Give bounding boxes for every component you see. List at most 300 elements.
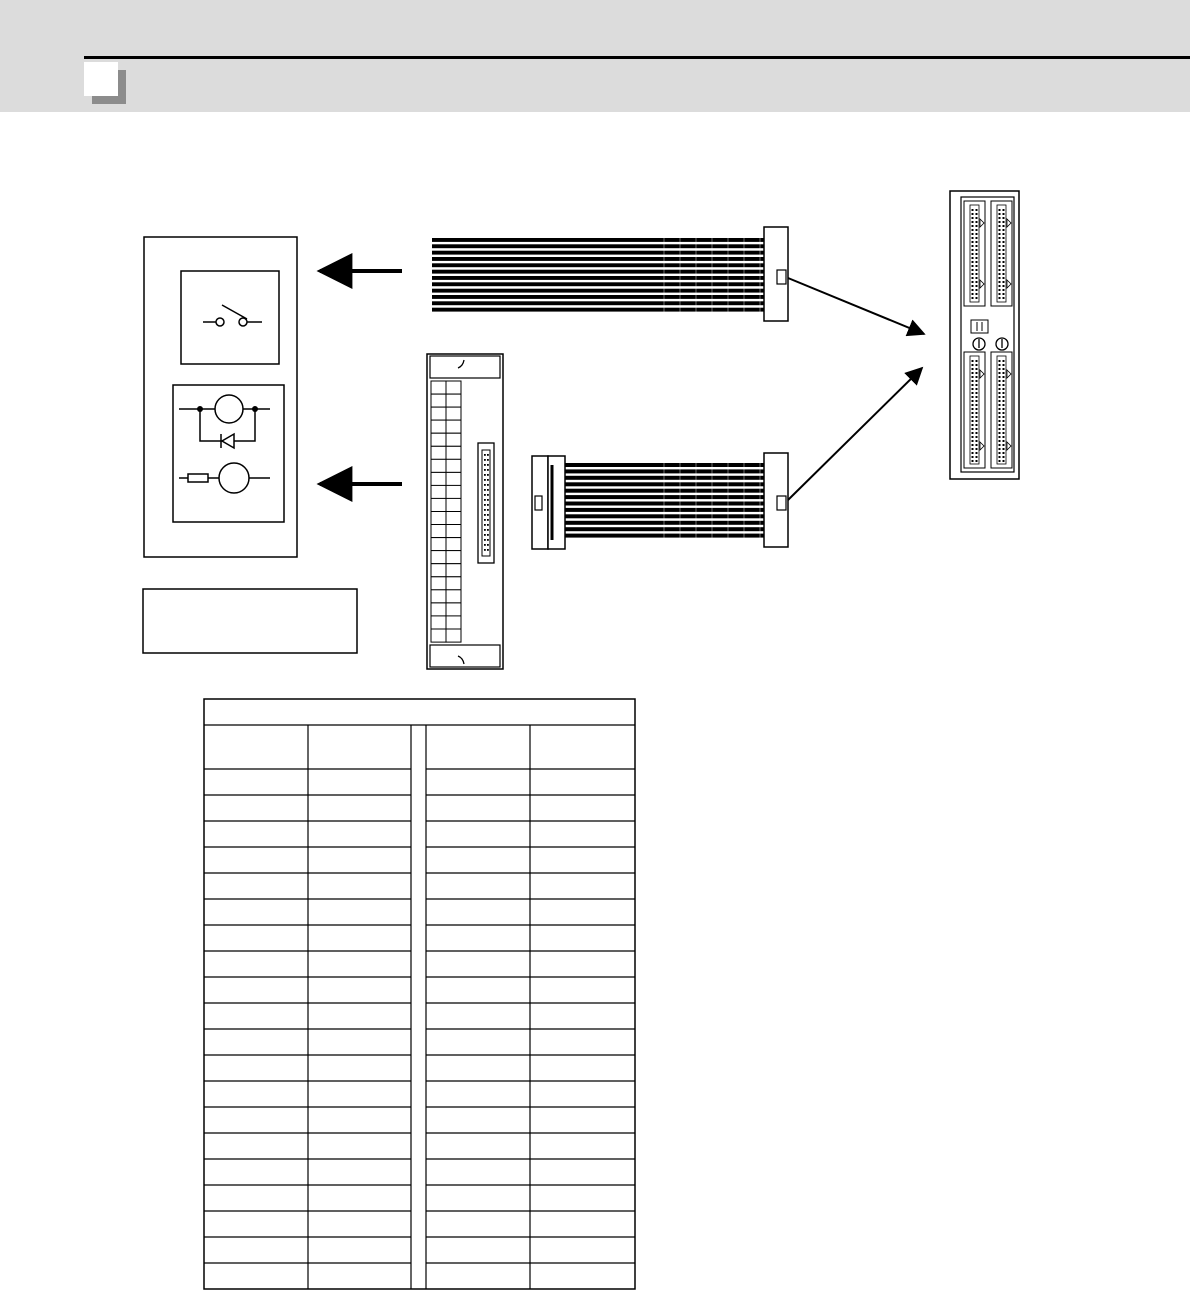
unit-connector-pin bbox=[1003, 293, 1005, 295]
connector-pin bbox=[484, 499, 486, 501]
unit-connector-pin bbox=[976, 261, 978, 263]
unit-connector-pin bbox=[1003, 412, 1005, 414]
unit-connector-pin bbox=[972, 297, 974, 299]
unit-connector-pin bbox=[976, 225, 978, 227]
unit-connector-pin bbox=[972, 396, 974, 398]
cable-wire bbox=[565, 514, 764, 518]
cable-wire bbox=[565, 482, 764, 486]
terminal-cell bbox=[446, 577, 461, 590]
unit-connector-pin bbox=[976, 408, 978, 410]
unit-connector-pin bbox=[976, 209, 978, 211]
cable-wire bbox=[565, 463, 764, 467]
unit-connector-pin bbox=[1003, 257, 1005, 259]
unit-connector-pin bbox=[972, 269, 974, 271]
unit-connector-pin bbox=[999, 388, 1001, 390]
unit-connector-pin bbox=[999, 225, 1001, 227]
unit-connector-pin bbox=[999, 257, 1001, 259]
unit-connector-pin bbox=[1003, 428, 1005, 430]
unit-connector-pin bbox=[1003, 245, 1005, 247]
unit-connector-pin bbox=[999, 269, 1001, 271]
unit-connector-pin bbox=[976, 448, 978, 450]
unit-connector-pin bbox=[972, 376, 974, 378]
unit-connector-pin bbox=[972, 416, 974, 418]
unit-connector-pin bbox=[999, 221, 1001, 223]
connector-pin bbox=[487, 474, 489, 476]
unit-connector-pin bbox=[999, 368, 1001, 370]
unit-connector-pin bbox=[972, 289, 974, 291]
unit-connector-pin bbox=[976, 424, 978, 426]
cable-wire bbox=[565, 508, 764, 512]
unit-connector-pin bbox=[999, 456, 1001, 458]
unit-connector-pin bbox=[1003, 436, 1005, 438]
unit-connector-pin bbox=[999, 245, 1001, 247]
terminal-cell bbox=[446, 420, 461, 433]
connector-pin bbox=[484, 489, 486, 491]
cable-wire bbox=[432, 257, 764, 261]
unit-connector-pin bbox=[1003, 420, 1005, 422]
unit-connector-pin bbox=[972, 209, 974, 211]
unit-connector-pin bbox=[999, 428, 1001, 430]
connector-pin bbox=[484, 484, 486, 486]
unit-connector-pin bbox=[972, 277, 974, 279]
arrow-lower-cable-to-unit bbox=[788, 368, 922, 500]
unit-connector-pin bbox=[972, 380, 974, 382]
unit-connector-pin bbox=[1003, 209, 1005, 211]
unit-connector-pin bbox=[976, 293, 978, 295]
unit-connector-pin bbox=[1003, 360, 1005, 362]
unit-connector-pin bbox=[999, 404, 1001, 406]
unit-connector-pin bbox=[999, 360, 1001, 362]
terminal-cell bbox=[446, 472, 461, 485]
unit-connector-pin bbox=[1003, 229, 1005, 231]
unit-connector-pin bbox=[976, 456, 978, 458]
unit-connector-pin bbox=[976, 281, 978, 283]
flat-cable-lower bbox=[532, 453, 788, 549]
unit-connector-pin bbox=[999, 253, 1001, 255]
unit-connector-pin bbox=[976, 412, 978, 414]
connector-pin bbox=[484, 514, 486, 516]
unit-connector-pin bbox=[976, 376, 978, 378]
terminal-cell bbox=[431, 381, 446, 394]
unit-connector-pin bbox=[1003, 388, 1005, 390]
caption-box bbox=[143, 589, 357, 653]
unit-connector-pin bbox=[999, 277, 1001, 279]
unit-connector-pin bbox=[972, 360, 974, 362]
unit-connector-pin bbox=[1003, 452, 1005, 454]
cable-wire bbox=[432, 308, 764, 312]
cable-wire bbox=[432, 282, 764, 286]
unit-connector-pin bbox=[976, 289, 978, 291]
unit-connector-pin bbox=[999, 237, 1001, 239]
unit-connector-pin bbox=[999, 452, 1001, 454]
unit-connector-pin bbox=[972, 245, 974, 247]
cable-wire bbox=[432, 295, 764, 299]
unit-connector-pin bbox=[999, 217, 1001, 219]
unit-connector-pin bbox=[976, 269, 978, 271]
terminal-cell bbox=[431, 394, 446, 407]
unit-connector-pin bbox=[976, 444, 978, 446]
unit-connector-pin bbox=[972, 460, 974, 462]
io-table bbox=[204, 699, 635, 1289]
unit-connector-pin bbox=[976, 273, 978, 275]
terminal-cell bbox=[431, 603, 446, 616]
cable-wire bbox=[432, 244, 764, 248]
unit-connector-pin bbox=[1003, 460, 1005, 462]
unit-connector-pin bbox=[976, 213, 978, 215]
unit-connector-pin bbox=[972, 253, 974, 255]
unit-connector-pin bbox=[976, 253, 978, 255]
terminal-cell bbox=[446, 433, 461, 446]
terminal-cell bbox=[431, 420, 446, 433]
unit-connector-pin bbox=[1003, 233, 1005, 235]
unit-connector-pin bbox=[999, 241, 1001, 243]
unit-connector-pin bbox=[976, 233, 978, 235]
connector-pin bbox=[484, 464, 486, 466]
terminal-cell bbox=[431, 551, 446, 564]
unit-connector-pin bbox=[1003, 456, 1005, 458]
terminal-cell bbox=[446, 394, 461, 407]
unit-connector-pin bbox=[976, 452, 978, 454]
unit-connector-pin bbox=[999, 261, 1001, 263]
unit-connector-pin bbox=[1003, 400, 1005, 402]
unit-connector-pin bbox=[1003, 448, 1005, 450]
connector-pin bbox=[487, 529, 489, 531]
unit-connector-pin bbox=[972, 285, 974, 287]
connector-pin bbox=[484, 534, 486, 536]
unit-connector-pin bbox=[999, 408, 1001, 410]
unit-connector-pin bbox=[972, 428, 974, 430]
terminal-cell bbox=[446, 512, 461, 525]
cable-wire bbox=[432, 251, 764, 255]
flat-cable-upper bbox=[432, 227, 788, 321]
unit-connector-pin bbox=[1003, 221, 1005, 223]
connector-pin bbox=[484, 454, 486, 456]
terminal-cell bbox=[431, 472, 446, 485]
unit-connector-pin bbox=[1003, 237, 1005, 239]
unit-connector-pin bbox=[976, 432, 978, 434]
unit-connector-pin bbox=[1003, 225, 1005, 227]
terminal-cell bbox=[446, 485, 461, 498]
connector-pin bbox=[484, 479, 486, 481]
switch-contact-icon bbox=[181, 271, 279, 364]
unit-connector-pin bbox=[999, 249, 1001, 251]
unit-connector-pin bbox=[976, 221, 978, 223]
unit-connector-pin bbox=[999, 289, 1001, 291]
cable-wire bbox=[432, 263, 764, 267]
unit-connector-pin bbox=[972, 404, 974, 406]
unit-connector-pin bbox=[976, 440, 978, 442]
unit-connector-pin bbox=[999, 440, 1001, 442]
unit-connector-pin bbox=[1003, 217, 1005, 219]
terminal-cell bbox=[431, 616, 446, 629]
connector-pin bbox=[487, 544, 489, 546]
unit-connector-pin bbox=[976, 404, 978, 406]
connector-pin bbox=[487, 509, 489, 511]
unit-connector-pin bbox=[972, 293, 974, 295]
unit-connector-pin bbox=[972, 384, 974, 386]
unit-connector-pin bbox=[999, 209, 1001, 211]
unit-connector-pin bbox=[999, 273, 1001, 275]
cable-wire bbox=[432, 238, 764, 242]
terminal-cell bbox=[446, 446, 461, 459]
unit-connector-pin bbox=[972, 432, 974, 434]
cable-wire bbox=[432, 276, 764, 280]
unit-connector-pin bbox=[1003, 404, 1005, 406]
unit-connector-pin bbox=[1003, 368, 1005, 370]
terminal-cell bbox=[431, 525, 446, 538]
unit-connector-pin bbox=[976, 277, 978, 279]
cable-wire bbox=[432, 289, 764, 293]
unit-connector-pin bbox=[976, 400, 978, 402]
cable-wire bbox=[432, 301, 764, 305]
terminal-cell bbox=[431, 459, 446, 472]
unit-connector-pin bbox=[976, 392, 978, 394]
unit-connector-pin bbox=[1003, 376, 1005, 378]
unit-connector-pin bbox=[976, 237, 978, 239]
terminal-cell bbox=[446, 525, 461, 538]
unit-connector-slot bbox=[970, 205, 979, 302]
connector-pin bbox=[487, 514, 489, 516]
terminal-cell bbox=[446, 381, 461, 394]
unit-connector-pin bbox=[976, 420, 978, 422]
unit-connector-pin bbox=[999, 376, 1001, 378]
connector-pin bbox=[487, 534, 489, 536]
unit-connector-pin bbox=[1003, 364, 1005, 366]
terminal-cell bbox=[446, 590, 461, 603]
unit-connector-slot bbox=[997, 356, 1006, 464]
unit-connector-pin bbox=[972, 249, 974, 251]
unit-connector-pin bbox=[976, 428, 978, 430]
connector-pin bbox=[487, 459, 489, 461]
unit-connector-pin bbox=[976, 416, 978, 418]
unit-connector-pin bbox=[976, 265, 978, 267]
unit-connector-pin bbox=[1003, 265, 1005, 267]
cable-wire bbox=[432, 270, 764, 274]
unit-connector-pin bbox=[1003, 384, 1005, 386]
unit-connector-pin bbox=[972, 221, 974, 223]
unit-connector-pin bbox=[1003, 392, 1005, 394]
unit-connector-pin bbox=[976, 364, 978, 366]
terminal-cell bbox=[431, 446, 446, 459]
connector-pin bbox=[487, 469, 489, 471]
connector-pin bbox=[484, 549, 486, 551]
unit-connector-pin bbox=[972, 273, 974, 275]
connector-pin bbox=[487, 539, 489, 541]
unit-connector-pin bbox=[1003, 372, 1005, 374]
connector-pin bbox=[484, 459, 486, 461]
connector-pin bbox=[487, 549, 489, 551]
unit-connector-pin bbox=[972, 452, 974, 454]
cable-wire bbox=[565, 527, 764, 531]
unit-connector-pin bbox=[972, 237, 974, 239]
connector-pin bbox=[487, 464, 489, 466]
unit-connector-pin bbox=[972, 229, 974, 231]
unit-connector-pin bbox=[999, 400, 1001, 402]
unit-connector-pin bbox=[976, 245, 978, 247]
unit-connector-pin bbox=[999, 460, 1001, 462]
unit-connector-pin bbox=[972, 241, 974, 243]
unit-connector-pin bbox=[999, 424, 1001, 426]
terminal-cell bbox=[431, 485, 446, 498]
unit-connector-pin bbox=[1003, 289, 1005, 291]
unit-connector-pin bbox=[999, 396, 1001, 398]
unit-connector-pin bbox=[1003, 273, 1005, 275]
unit-connector-pin bbox=[972, 448, 974, 450]
unit-connector-pin bbox=[972, 444, 974, 446]
unit-connector-pin bbox=[976, 388, 978, 390]
connector-pin bbox=[487, 524, 489, 526]
unit-connector-pin bbox=[976, 384, 978, 386]
unit-connector-pin bbox=[1003, 281, 1005, 283]
unit-connector-pin bbox=[999, 380, 1001, 382]
unit-connector-pin bbox=[972, 368, 974, 370]
unit-connector-pin bbox=[1003, 249, 1005, 251]
unit-connector-pin bbox=[999, 372, 1001, 374]
unit-connector-pin bbox=[999, 281, 1001, 283]
unit-connector-pin bbox=[972, 456, 974, 458]
terminal-cell bbox=[431, 577, 446, 590]
cable-wire bbox=[565, 489, 764, 493]
connector-pin bbox=[484, 469, 486, 471]
unit-connector-pin bbox=[1003, 285, 1005, 287]
unit-connector-pin bbox=[1003, 297, 1005, 299]
unit-connector-pin bbox=[976, 257, 978, 259]
terminal-cell bbox=[431, 498, 446, 511]
terminal-cell bbox=[431, 407, 446, 420]
cable-wire bbox=[565, 534, 764, 538]
unit-connector-pin bbox=[976, 217, 978, 219]
connector-pin bbox=[487, 504, 489, 506]
unit-connector-pin bbox=[976, 241, 978, 243]
unit-connector-pin bbox=[999, 229, 1001, 231]
cable-wire bbox=[565, 469, 764, 473]
connector-pin bbox=[484, 539, 486, 541]
unit-connector-pin bbox=[976, 372, 978, 374]
unit-connector-pin bbox=[999, 432, 1001, 434]
unit-connector-pin bbox=[972, 392, 974, 394]
unit-connector-pin bbox=[976, 249, 978, 251]
unit-connector-pin bbox=[999, 364, 1001, 366]
unit-connector-pin bbox=[972, 281, 974, 283]
connector-pin bbox=[484, 509, 486, 511]
connector-pin bbox=[484, 524, 486, 526]
unit-connector-pin bbox=[999, 420, 1001, 422]
terminal-cell bbox=[446, 616, 461, 629]
terminal-cell bbox=[431, 512, 446, 525]
unit-connector-pin bbox=[972, 257, 974, 259]
terminal-cell bbox=[446, 564, 461, 577]
unit-connector-pin bbox=[972, 412, 974, 414]
connector-pin bbox=[484, 529, 486, 531]
connector-pin bbox=[487, 499, 489, 501]
io-unit bbox=[950, 191, 1019, 479]
unit-connector-pin bbox=[999, 233, 1001, 235]
unit-connector-pin bbox=[976, 380, 978, 382]
terminal-cell bbox=[446, 498, 461, 511]
unit-connector-pin bbox=[976, 229, 978, 231]
unit-connector-pin bbox=[999, 384, 1001, 386]
unit-connector-pin bbox=[972, 233, 974, 235]
unit-connector-pin bbox=[1003, 380, 1005, 382]
unit-connector-pin bbox=[976, 360, 978, 362]
unit-connector-pin bbox=[972, 424, 974, 426]
unit-connector-pin bbox=[1003, 408, 1005, 410]
arrow-upper-cable-to-unit bbox=[788, 278, 924, 334]
unit-connector-pin bbox=[1003, 396, 1005, 398]
unit-connector-pin bbox=[1003, 269, 1005, 271]
terminal-cell bbox=[446, 551, 461, 564]
unit-connector-pin bbox=[976, 285, 978, 287]
unit-connector-pin bbox=[972, 261, 974, 263]
unit-connector-pin bbox=[999, 285, 1001, 287]
unit-connector-pin bbox=[999, 213, 1001, 215]
connector-pin bbox=[484, 519, 486, 521]
connector-pin bbox=[484, 494, 486, 496]
unit-connector-pin bbox=[999, 444, 1001, 446]
unit-connector-pin bbox=[976, 368, 978, 370]
connector-pin bbox=[487, 494, 489, 496]
unit-connector-pin bbox=[999, 265, 1001, 267]
unit-connector-pin bbox=[976, 460, 978, 462]
unit-connector-pin bbox=[1003, 253, 1005, 255]
connector-pin bbox=[487, 479, 489, 481]
unit-connector-pin bbox=[972, 436, 974, 438]
unit-connector-pin bbox=[999, 297, 1001, 299]
connector-pin bbox=[484, 544, 486, 546]
unit-connector-pin bbox=[972, 400, 974, 402]
unit-connector-pin bbox=[999, 293, 1001, 295]
unit-connector-pin bbox=[1003, 416, 1005, 418]
terminal-cell bbox=[446, 629, 461, 642]
terminal-cell bbox=[431, 590, 446, 603]
unit-connector-pin bbox=[999, 392, 1001, 394]
unit-connector-pin bbox=[999, 412, 1001, 414]
connector-pin bbox=[484, 474, 486, 476]
unit-connector-pin bbox=[976, 297, 978, 299]
external-device-panel bbox=[144, 237, 297, 557]
unit-connector-pin bbox=[972, 440, 974, 442]
connector-pin bbox=[487, 454, 489, 456]
unit-connector-pin bbox=[972, 408, 974, 410]
unit-connector-pin bbox=[999, 416, 1001, 418]
terminal-cell bbox=[446, 603, 461, 616]
unit-connector-pin bbox=[1003, 241, 1005, 243]
terminal-cell bbox=[431, 433, 446, 446]
cable-wire bbox=[565, 502, 764, 506]
unit-connector-pin bbox=[1003, 424, 1005, 426]
unit-connector-pin bbox=[972, 372, 974, 374]
unit-connector-pin bbox=[1003, 432, 1005, 434]
unit-connector-pin bbox=[972, 420, 974, 422]
unit-connector-pin bbox=[976, 396, 978, 398]
connector-pin bbox=[487, 519, 489, 521]
terminal-cell bbox=[446, 407, 461, 420]
terminal-cell bbox=[446, 538, 461, 551]
cable-wire bbox=[565, 476, 764, 480]
unit-connector-pin bbox=[972, 225, 974, 227]
connector-pin bbox=[487, 489, 489, 491]
cable-wire bbox=[565, 521, 764, 525]
connector-pin bbox=[484, 504, 486, 506]
unit-connector-pin bbox=[972, 265, 974, 267]
unit-connector-pin bbox=[999, 436, 1001, 438]
terminal-block bbox=[427, 354, 503, 669]
terminal-cell bbox=[446, 459, 461, 472]
terminal-cell bbox=[431, 564, 446, 577]
unit-connector-slot bbox=[997, 205, 1006, 302]
unit-connector-pin bbox=[1003, 277, 1005, 279]
unit-connector-slot bbox=[970, 356, 979, 464]
